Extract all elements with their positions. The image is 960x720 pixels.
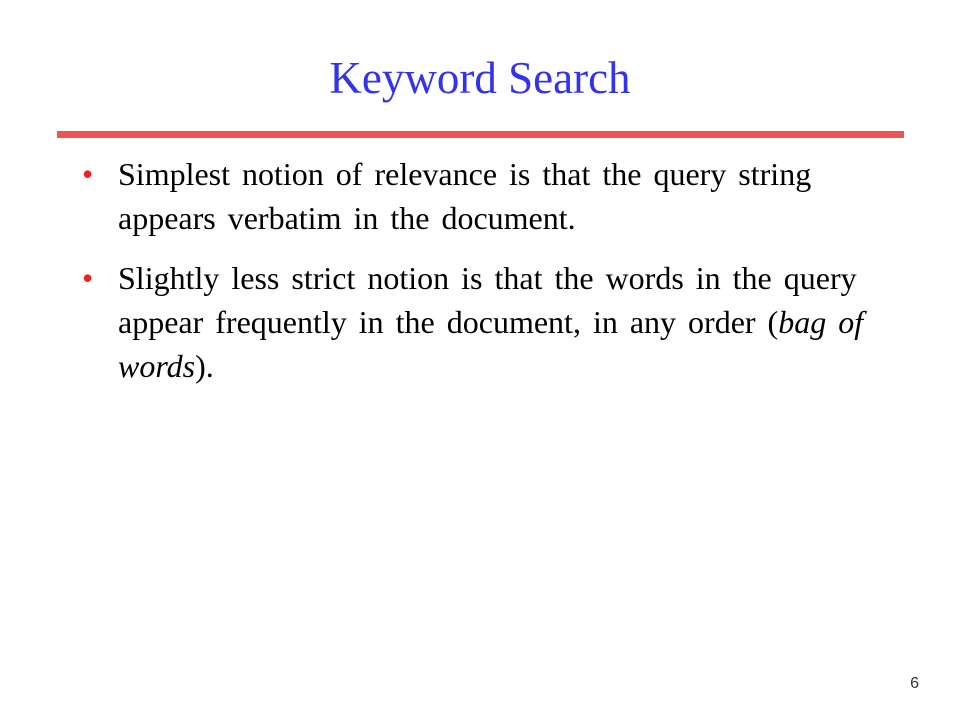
bullet-icon: • [82, 156, 94, 192]
title-underline-rule [57, 131, 904, 138]
bullet-text-italic: bag of words [118, 304, 864, 384]
bullet-icon: • [82, 260, 94, 296]
page-number: 6 [910, 675, 919, 692]
bullet-text-before: Slightly less strict notion is that the words in the query appear frequently in the document, in any order ( [118, 260, 857, 340]
bullet-item-1 [80, 152, 880, 240]
bullet-list [80, 152, 880, 404]
bullet-text-after: ). [195, 348, 214, 384]
bullet-text: Simplest notion of relevance is that the query string appears verbatim in the document. [118, 156, 812, 236]
slide-title: Keyword Search [329, 53, 631, 103]
bullet-item-2 [80, 256, 880, 388]
bullet-text [118, 260, 863, 384]
